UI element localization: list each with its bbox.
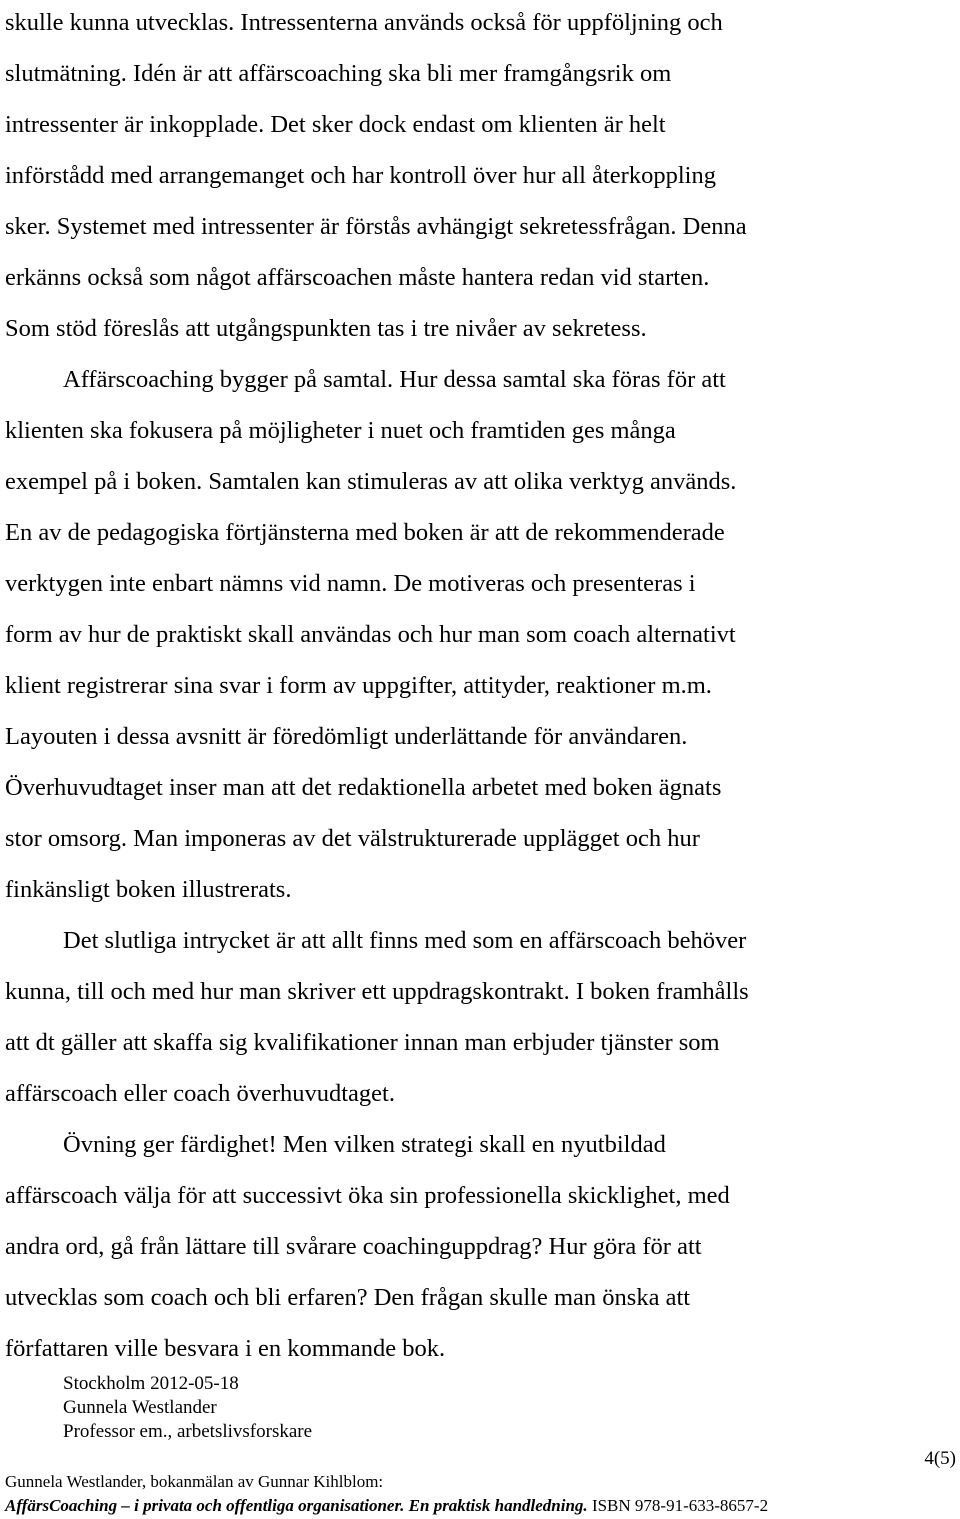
text-line: Som stöd föreslås att utgångspunkten tas i tre nivåer av sekretess. bbox=[5, 315, 647, 342]
text-line: Det slutliga intrycket är att allt finns med som en affärscoach behöver bbox=[63, 927, 747, 954]
text-line: Affärscoaching bygger på samtal. Hur dessa samtal ska föras för att bbox=[63, 366, 726, 393]
text-line: kunna, till och med hur man skriver ett uppdragskontrakt. I boken framhålls bbox=[5, 978, 749, 1005]
text-line: verktygen inte enbart nämns vid namn. De motiveras och presenteras i bbox=[5, 570, 696, 597]
text-line: att dt gäller att skaffa sig kvalifikationer innan man erbjuder tjänster som bbox=[5, 1029, 720, 1056]
page-number: 4(5) bbox=[924, 1448, 956, 1469]
text-line: En av de pedagogiska förtjänsterna med boken är att de rekommenderade bbox=[5, 519, 725, 546]
footer-line-2 bbox=[5, 1494, 768, 1518]
page-footer bbox=[5, 1470, 768, 1518]
review-body bbox=[5, 0, 955, 1374]
text-line: erkänns också som något affärscoachen måste hantera redan vid starten. bbox=[5, 264, 710, 291]
text-line: skulle kunna utvecklas. Intressenterna används också för uppföljning och bbox=[5, 9, 723, 36]
text-line: klienten ska fokusera på möjligheter i nuet och framtiden ges många bbox=[5, 417, 676, 444]
footer-line-1: Gunnela Westlander, bokanmälan av Gunnar Kihlblom: bbox=[5, 1472, 384, 1491]
author-name: Gunnela Westlander bbox=[63, 1397, 217, 1418]
text-line: Övning ger färdighet! Men vilken strategi skall en nyutbildad bbox=[63, 1131, 666, 1158]
text-line: Layouten i dessa avsnitt är föredömligt underlättande för användaren. bbox=[5, 723, 688, 750]
text-line: slutmätning. Idén är att affärscoaching ska bli mer framgångsrik om bbox=[5, 60, 672, 87]
text-line: affärscoach eller coach överhuvudtaget. bbox=[5, 1080, 395, 1107]
text-line: författaren ville besvara i en kommande bok. bbox=[5, 1335, 446, 1362]
text-line: andra ord, gå från lättare till svårare coachinguppdrag? Hur göra för att bbox=[5, 1233, 702, 1260]
text-line: Överhuvudtaget inser man att det redaktionella arbetet med boken ägnats bbox=[5, 774, 722, 801]
signature-block bbox=[63, 1372, 312, 1444]
place-date: Stockholm 2012-05-18 bbox=[63, 1373, 239, 1394]
text-line: sker. Systemet med intressenter är förstås avhängigt sekretessfrågan. Denna bbox=[5, 213, 747, 240]
text-line: klient registrerar sina svar i form av uppgifter, attityder, reaktioner m.m. bbox=[5, 672, 712, 699]
text-line: införstådd med arrangemanget och har kontroll över hur all återkoppling bbox=[5, 162, 716, 189]
book-title: AffärsCoaching – i privata och offentliga organisationer. En praktisk handledning. bbox=[5, 1496, 588, 1515]
isbn: ISBN 978-91-633-8657-2 bbox=[587, 1496, 769, 1515]
text-line: exempel på i boken. Samtalen kan stimuleras av att olika verktyg används. bbox=[5, 468, 737, 495]
text-line: intressenter är inkopplade. Det sker dock endast om klienten är helt bbox=[5, 111, 666, 138]
text-line: stor omsorg. Man imponeras av det välstrukturerade upplägget och hur bbox=[5, 825, 700, 852]
text-line: form av hur de praktiskt skall användas och hur man som coach alternativt bbox=[5, 621, 736, 648]
text-line: affärscoach välja för att successivt öka sin professionella skicklighet, med bbox=[5, 1182, 730, 1209]
text-line: finkänsligt boken illustrerats. bbox=[5, 876, 292, 903]
text-line: utvecklas som coach och bli erfaren? Den frågan skulle man önska att bbox=[5, 1284, 691, 1311]
author-title: Professor em., arbetslivsforskare bbox=[63, 1421, 313, 1442]
